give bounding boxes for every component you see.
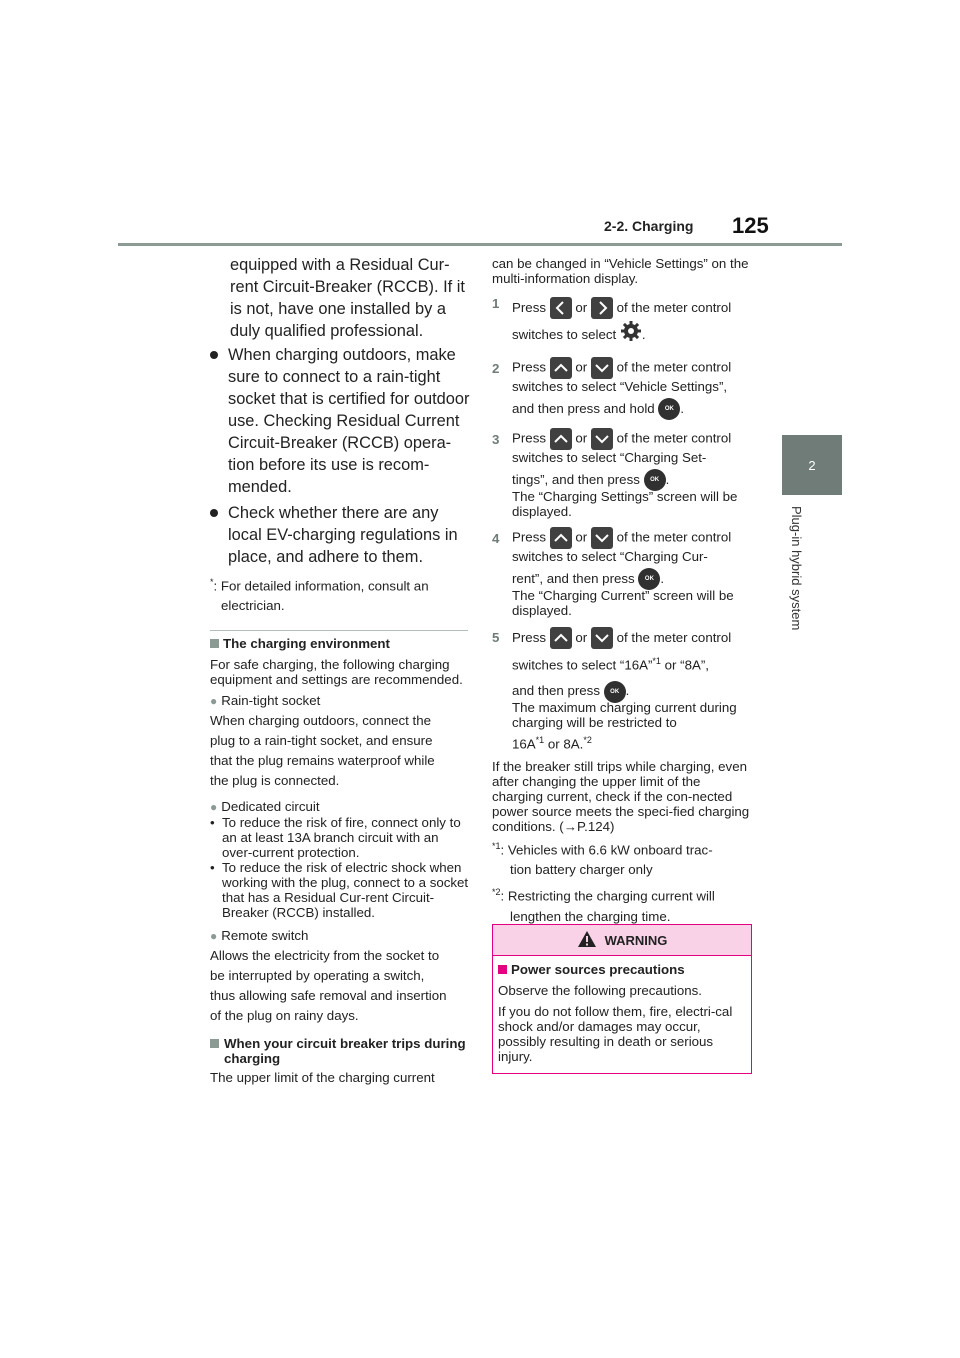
note-2 bbox=[492, 882, 754, 926]
remote-line: Allows the electricity from the socket to bbox=[210, 948, 440, 963]
step-text: or bbox=[575, 430, 588, 446]
ok-button-icon: OK bbox=[638, 568, 660, 590]
breaker-paragraph: If the breaker still trips while charging, even after changing the upper limit of the charging current, check if the con-nected power source meets the speci-fied charging conditions. (→P.124) bbox=[492, 758, 750, 834]
rain-line: When charging outdoors, connect the bbox=[210, 713, 432, 728]
cont-text: can be changed in “Vehicle Settings” on the multi-information display. bbox=[492, 256, 749, 286]
step-text: or bbox=[575, 529, 588, 545]
footnote-text: : For detailed information, consult an bbox=[213, 578, 429, 594]
note-text: tion battery charger only bbox=[510, 862, 653, 878]
footnote-ref: *2 bbox=[583, 735, 592, 746]
remote-heading: ● Remote switch bbox=[210, 928, 309, 943]
right-body bbox=[492, 256, 754, 927]
rain-text bbox=[210, 711, 470, 791]
intro-line: equipped with a Residual Cur- bbox=[230, 256, 450, 274]
bullet-line: place, and adhere to them. bbox=[228, 548, 423, 566]
rain-line: the plug is connected. bbox=[210, 773, 340, 788]
step-text: switches to select bbox=[512, 327, 617, 343]
env-heading: The charging environment bbox=[210, 636, 470, 651]
warning-text: If you do not follow them, fire, electri-cal shock and/or damages may occur, possibly resulting in death or serious injury. bbox=[498, 1004, 733, 1064]
chapter-label: Plug-in hybrid system bbox=[789, 506, 804, 631]
up-arrow-icon bbox=[550, 627, 572, 649]
step-text: Press bbox=[512, 300, 546, 315]
step-text: Press bbox=[512, 430, 546, 446]
rain-line: plug to a rain-tight socket, and ensure bbox=[210, 733, 433, 748]
step-text: or bbox=[575, 630, 588, 645]
warning-body bbox=[493, 956, 751, 1064]
intro-block bbox=[230, 254, 470, 342]
step-number: 5 bbox=[492, 630, 500, 645]
step-text: Press bbox=[512, 630, 546, 645]
square-icon bbox=[498, 965, 507, 974]
step-result: The maximum charging current during charging will be restricted to bbox=[512, 700, 737, 731]
circle-bullet-icon: ● bbox=[210, 929, 218, 943]
dedicated-item: • To reduce the risk of fire, connect only to an at least 13A branch circuit with an over-current protection. bbox=[210, 815, 461, 860]
rain-heading: ● Rain-tight socket bbox=[210, 693, 321, 708]
dedicated-heading: ● Dedicated circuit bbox=[210, 799, 320, 814]
note-1 bbox=[492, 836, 754, 880]
bullet-icon bbox=[210, 351, 218, 359]
intro-line: duly qualified professional. bbox=[230, 322, 424, 340]
step-text: . bbox=[641, 327, 646, 343]
remote-line: be interrupted by operating a switch, bbox=[210, 968, 425, 983]
step-text: 16A bbox=[512, 736, 536, 752]
chapter-tab: 2 bbox=[782, 435, 842, 495]
step-text: Press bbox=[512, 529, 546, 545]
footnote-text-2: electrician. bbox=[221, 598, 285, 614]
step-text: and then press bbox=[512, 683, 600, 699]
step-result: The “Charging Current” screen will be displayed. bbox=[512, 588, 734, 618]
step-text: tings”, and then press bbox=[512, 472, 640, 487]
step-number: 4 bbox=[492, 531, 500, 546]
left-body bbox=[210, 636, 470, 1085]
ok-button-icon: OK bbox=[644, 469, 666, 491]
bullet-regulations bbox=[210, 502, 470, 568]
bullet-line: Check whether there are any bbox=[228, 504, 439, 522]
up-arrow-icon bbox=[550, 428, 572, 450]
step-4 bbox=[492, 527, 754, 618]
rain-line: that the plug remains waterproof while bbox=[210, 753, 435, 768]
step-1 bbox=[492, 296, 754, 351]
right-arrow-icon bbox=[591, 297, 613, 319]
bullet-outdoor bbox=[210, 344, 470, 498]
step-number: 3 bbox=[492, 432, 500, 447]
note-text: : Restricting the charging current will bbox=[500, 888, 715, 904]
step-text: and then press and hold bbox=[512, 401, 655, 416]
section-title: 2-2. Charging bbox=[604, 218, 694, 234]
step-text: of the meter control switches to select “Vehicle Settings”, bbox=[512, 359, 732, 394]
step-text: . bbox=[625, 683, 630, 699]
step-text: of the meter control switches to select “Charging Cur- bbox=[512, 529, 732, 564]
divider bbox=[210, 630, 468, 631]
step-text: . bbox=[665, 472, 670, 487]
bullet-line: socket that is certified for outdoor bbox=[228, 390, 470, 408]
step-text: of the meter control bbox=[616, 300, 732, 315]
step-5 bbox=[492, 626, 754, 755]
step-text: or “8A”, bbox=[660, 657, 709, 673]
down-arrow-icon bbox=[591, 627, 613, 649]
chapter-label-wrap bbox=[788, 506, 808, 656]
bullet-line: mended. bbox=[228, 478, 292, 496]
dedicated-item: • To reduce the risk of electric shock when working with the plug, connect to a socket that has a Residual Cur-rent Circuit-Breaker (RCCB) installed. bbox=[210, 860, 469, 920]
warning-triangle-icon bbox=[577, 930, 597, 951]
header-rule bbox=[118, 243, 842, 246]
step-text: . bbox=[680, 401, 685, 416]
up-arrow-icon bbox=[550, 357, 572, 379]
warning-header bbox=[493, 925, 751, 956]
step-text: . bbox=[660, 571, 665, 586]
step-text: rent”, and then press bbox=[512, 571, 635, 586]
page-number: 125 bbox=[732, 213, 769, 238]
note-mark: *1 bbox=[492, 840, 501, 851]
step-result: The “Charging Settings” screen will be displayed. bbox=[512, 489, 738, 519]
step-number: 1 bbox=[492, 296, 500, 311]
breaker-text: The upper limit of the charging current bbox=[210, 1070, 435, 1085]
down-arrow-icon bbox=[591, 357, 613, 379]
step-text: Press bbox=[512, 359, 546, 375]
warning-heading: Power sources precautions bbox=[498, 962, 746, 977]
footnote-ref: *1 bbox=[535, 735, 545, 746]
down-arrow-icon bbox=[591, 428, 613, 450]
warning-title: WARNING bbox=[604, 932, 668, 948]
bullet-icon bbox=[210, 509, 218, 517]
footnote-ref: *1 bbox=[652, 656, 661, 666]
step-text: or 8A. bbox=[544, 736, 584, 752]
bullet-line: local EV-charging regulations in bbox=[228, 526, 458, 544]
footnote bbox=[210, 572, 470, 616]
bullet-line: When charging outdoors, make bbox=[228, 346, 456, 364]
intro-line: is not, have one installed by a bbox=[230, 300, 446, 318]
bullet-line: sure to connect to a rain-tight bbox=[228, 368, 441, 386]
step-text: of the meter control switches to select “Charging Set- bbox=[512, 430, 732, 465]
warning-box bbox=[492, 924, 752, 1074]
step-text: switches to select “16A” bbox=[512, 657, 653, 673]
step-number: 2 bbox=[492, 361, 500, 376]
left-arrow-icon bbox=[550, 297, 572, 319]
down-arrow-icon bbox=[591, 527, 613, 549]
step-text: or bbox=[575, 300, 588, 315]
bullet-line: use. Checking Residual Current bbox=[228, 412, 460, 430]
remote-text bbox=[210, 946, 470, 1026]
step-2 bbox=[492, 357, 754, 424]
breaker-heading: When your circuit breaker trips during charging bbox=[210, 1036, 470, 1066]
env-text: For safe charging, the following charging equipment and settings are recommended. bbox=[210, 657, 463, 687]
ok-button-icon: OK bbox=[604, 681, 626, 703]
circle-bullet-icon: ● bbox=[210, 694, 218, 708]
square-icon bbox=[210, 1039, 219, 1048]
note-text: lengthen the charging time. bbox=[510, 908, 671, 924]
intro-line: rent Circuit-Breaker (RCCB). If it bbox=[230, 278, 465, 296]
note-text: : Vehicles with 6.6 kW onboard trac- bbox=[500, 842, 713, 858]
bullet-line: tion before its use is recom- bbox=[228, 456, 430, 474]
bullet-line: Circuit-Breaker (RCCB) opera- bbox=[228, 434, 452, 452]
gear-icon bbox=[620, 320, 642, 351]
note-mark: *2 bbox=[492, 887, 501, 898]
remote-line: thus allowing safe removal and insertion bbox=[210, 988, 447, 1003]
circle-bullet-icon: ● bbox=[210, 800, 218, 814]
ok-button-icon: OK bbox=[658, 398, 680, 420]
remote-line: of the plug on rainy days. bbox=[210, 1008, 359, 1023]
square-icon bbox=[210, 639, 219, 648]
warning-text: Observe the following precautions. bbox=[498, 983, 702, 998]
up-arrow-icon bbox=[550, 527, 572, 549]
footnote-mark: * bbox=[210, 577, 214, 587]
step-text: or bbox=[575, 359, 588, 375]
step-text: of the meter control bbox=[616, 630, 732, 645]
step-3 bbox=[492, 428, 754, 519]
